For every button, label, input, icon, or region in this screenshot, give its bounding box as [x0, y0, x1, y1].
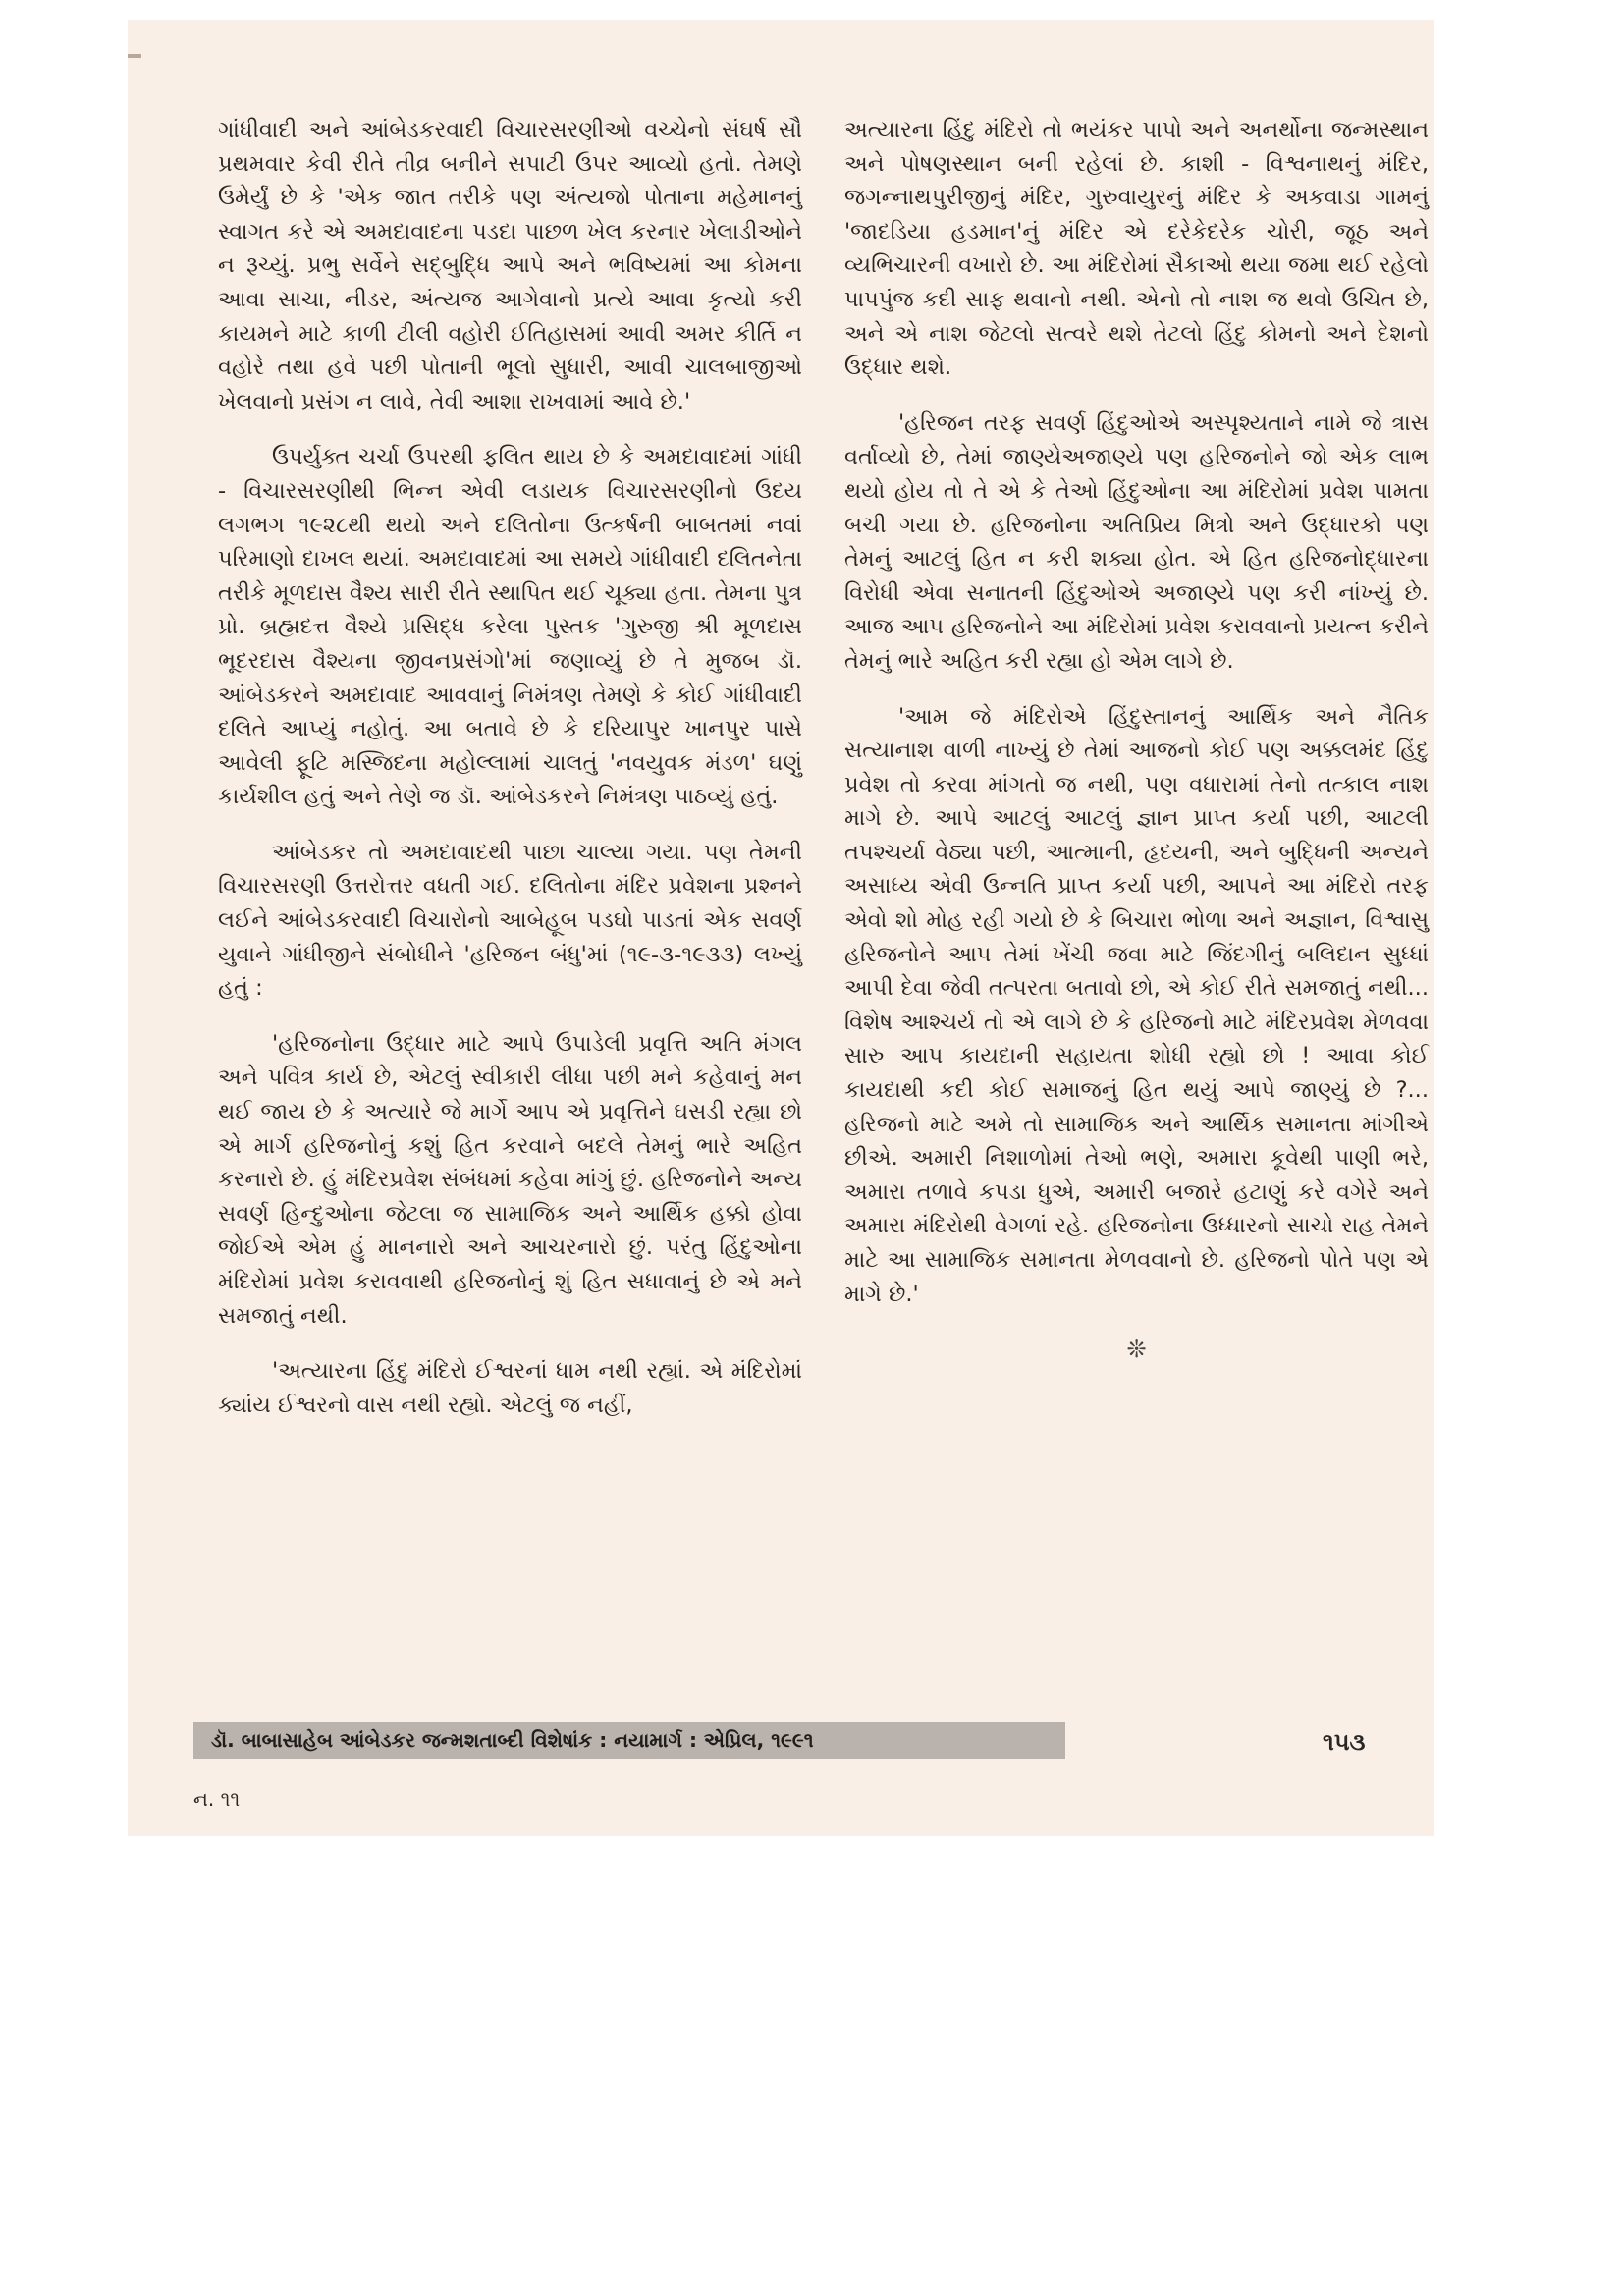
paragraph: આંબેડકર તો અમદાવાદથી પાછા ચાલ્યા ગયા. પણ તેમની વિચારસરણી ઉત્તરોત્તર વધતી ગઈ. દલિતોના મંદિર પ્રવેશના પ્રશ્નને લઈને આંબેડકરવાદી વિચારોનો આબેહૂબ પડઘો પાડતાં એક સવર્ણ યુવાને ગાંધીજીને સંબોધીને 'હરિજન બંધુ'માં (૧૯-૩-૧૯૩૩) લખ્યું હતું : [218, 839, 802, 1002]
paragraph: 'અત્યારના હિંદુ મંદિરો ઈશ્વરનાં ધામ નથી રહ્યાં. એ મંદિરોમાં ક્યાંય ઈશ્વરનો વાસ નથી રહ્યો. એટલું જ નહીં, [218, 1358, 802, 1418]
issue-number: ન. ૧૧ [193, 1787, 241, 1811]
paragraph: ગાંધીવાદી અને આંબેડકરવાદી વિચારસરણીઓ વચ્ચેનો સંઘર્ષ સૌ પ્રથમવાર કેવી રીતે તીવ્ર બનીને સપાટી ઉપર આવ્યો હતો. તેમણે ઉમેર્યું છે કે 'એક જાત તરીકે પણ અંત્યજો પોતાના મહેમાનનું સ્વાગત કરે એ અમદાવાદના પડદા પાછળ ખેલ કરનાર ખેલાડીઓને ન રૂચ્યું. પ્રભુ સર્વેને સદ્બુદ્ધિ આપે અને ભવિષ્યમાં આ કોમના આવા સાચા, નીડર, અંત્યજ આગેવાનો પ્રત્યે આવા કૃત્યો કરી કાયમને માટે કાળી ટીલી વહોરી ઈતિહાસમાં આવી અમર કીર્તિ ન વહોરે તથા હવે પછી પોતાની ભૂલો સુધારી, આવી ચાલબાજીઓ ખેલવાનો પ્રસંગ ન લાવે, તેવી આશા રાખવામાં આવે છે.' [218, 117, 802, 414]
scan-edge-mark [128, 54, 141, 58]
paragraph: 'હરિજન તરફ સવર્ણ હિંદુઓએ અસ્પૃશ્યતાને નામે જે ત્રાસ વર્તાવ્યો છે, તેમાં જાણ્યેઅજાણ્યે પણ હરિજનોને જો એક લાભ થયો હોય તો તે એ કે તેઓ હિંદુઓના આ મંદિરોમાં પ્રવેશ પામતા બચી ગયા છે. હરિજનોના અતિપ્રિય મિત્રો અને ઉદ્ધારકો પણ તેમનું આટલું હિત ન કરી શક્યા હોત. એ હિત હરિજનોદ્ધારના વિરોધી એવા સનાતની હિંદુઓએ અજાણ્યે પણ કરી નાંખ્યું છે. આજ આપ હરિજનોને આ મંદિરોમાં પ્રવેશ કરાવવાનો પ્રયત્ન કરીને તેમનું ભારે અહિત કરી રહ્યા હો એમ લાગે છે. [844, 410, 1429, 674]
left-column [218, 113, 802, 1444]
separator-ornament-icon: ❊ [1126, 1336, 1147, 1364]
paragraph: 'હરિજનોના ઉદ્ધાર માટે આપે ઉપાડેલી પ્રવૃત્તિ અતિ મંગલ અને પવિત્ર કાર્ય છે, એટલું સ્વીકારી લીધા પછી મને કહેવાનું મન થઈ જાય છે કે અત્યારે જે માર્ગે આપ એ પ્રવૃત્તિને ઘસડી રહ્યા છો એ માર્ગ હરિજનોનું કશું હિત કરવાને બદલે તેમનું ભારે અહિત કરનારો છે. હું મંદિરપ્રવેશ સંબંધમાં કહેવા માંગું છું. હરિજનોને અન્ય સવર્ણ હિન્દુઓના જેટલા જ સામાજિક અને આર્થિક હક્કો હોવા જોઈએ એમ હું માનનારો અને આચરનારો છું. પરંતુ હિંદુઓના મંદિરોમાં પ્રવેશ કરાવવાથી હરિજનોનું શું હિત સધાવાનું છે એ મને સમજાતું નથી. [218, 1030, 802, 1329]
footer-title-bar: ડૉ. બાબાસાહેબ આંબેડકર જન્મશતાબ્દી વિશેષાંક : નયામાર્ગ : એપ્રિલ, ૧૯૯૧ [193, 1722, 1065, 1759]
paragraph: 'આમ જે મંદિરોએ હિંદુસ્તાનનું આર્થિક અને નૈતિક સત્યાનાશ વાળી નાખ્યું છે તેમાં આજનો કોઈ પણ અક્કલમંદ હિંદુ પ્રવેશ તો કરવા માંગતો જ નથી, પણ વધારામાં તેનો તત્કાલ નાશ માગે છે. આપે આટલું આટલું જ્ઞાન પ્રાપ્ત કર્યા પછી, આટલી તપશ્ચર્યા વેઠ્યા પછી, આત્માની, હૃદયની, અને બુદ્ધિની અન્યને અસાધ્ય એવી ઉન્નતિ પ્રાપ્ત કર્યા પછી, આપને આ મંદિરો તરફ એવો શો મોહ રહી ગયો છે કે બિચારા ભોળા અને અજ્ઞાન, વિશ્વાસુ હરિજનોને આપ તેમાં ખેંચી જવા માટે જિંદગીનું બલિદાન સુધ્ધાં આપી દેવા જેવી તત્પરતા બતાવો છો, એ કોઈ રીતે સમજાતું નથી... વિશેષ આશ્ચર્ય તો એ લાગે છે કે હરિજનો માટે મંદિરપ્રવેશ મેળવવા સારુ આપ કાયદાની સહાયતા શોધી રહ્યો છો ! આવા કોઈ કાયદાથી કદી કોઈ સમાજનું હિત થયું આપે જાણ્યું છે ?... હરિજનો માટે અમે તો સામાજિક અને આર્થિક સમાનતા માંગીએ છીએ. અમારી નિશાળોમાં તેઓ ભણે, અમારા કૂવેથી પાણી ભરે, અમારા તળાવે કપડા ધુએ, અમારી બજારે હટાણું કરે વગેરે અને અમારા મંદિરોથી વેગળાં રહે. હરિજનોના ઉધ્ધારનો સાચો રાહ તેમને માટે આ સામાજિક સમાનતા મેળવવાનો છે. હરિજનો પોતે પણ એ માગે છે.' [844, 703, 1429, 1307]
right-column [844, 113, 1429, 1367]
paragraph: ઉપર્યુક્ત ચર્ચા ઉપરથી ફલિત થાય છે કે અમદાવાદમાં ગાંધી - વિચારસરણીથી ભિન્ન એવી લડાયક વિચારસરણીનો ઉદય લગભગ ૧૯૨૮થી થયો અને દલિતોના ઉત્કર્ષની બાબતમાં નવાં પરિમાણો દાખલ થયાં. અમદાવાદમાં આ સમયે ગાંધીવાદી દલિતનેતા તરીકે મૂળદાસ વૈશ્ય સારી રીતે સ્થાપિત થઈ ચૂક્યા હતા. તેમના પુત્ર પ્રો. બ્રહ્મદત્ત વૈશ્યે પ્રસિદ્ધ કરેલા પુસ્તક 'ગુરુજી શ્રી મૂળદાસ ભૂદરદાસ વૈશ્યના જીવનપ્રસંગો'માં જણાવ્યું છે તે મુજબ ડૉ. આંબેડકરને અમદાવાદ આવવાનું નિમંત્રણ તેમણે કે કોઈ ગાંધીવાદી દલિતે આપ્યું નહોતું. આ બતાવે છે કે દરિયાપુર ખાનપુર પાસે આવેલી ફૂટિ મસ્જિદના મહોલ્લામાં ચાલતું 'નવયુવક મંડળ' ઘણું કાર્યશીલ હતું અને તેણે જ ડૉ. આંબેડકરને નિમંત્રણ પાઠવ્યું હતું. [218, 444, 802, 810]
paragraph: અત્યારના હિંદુ મંદિરો તો ભયંકર પાપો અને અનર્થોના જન્મસ્થાન અને પોષણસ્થાન બની રહેલાં છે. કાશી - વિશ્વનાથનું મંદિર, જગન્નાથપુરીજીનું મંદિર, ગુરુવાયુરનું મંદિર કે અકવાડા ગામનું 'જાદડિયા હડમાન'નું મંદિર એ દરેકેદરેક ચોરી, જૂઠ અને વ્યભિચારની વખારો છે. આ મંદિરોમાં સૈકાઓ થયા જમા થઈ રહેલો પાપપુંજ કદી સાફ થવાનો નથી. એનો તો નાશ જ થવો ઉચિત છે, અને એ નાશ જેટલો સત્વરે થશે તેટલો હિંદુ કોમનો અને દેશનો ઉદ્ધાર થશે. [844, 117, 1429, 381]
magazine-page [128, 20, 1434, 1836]
page-number: ૧૫૩ [1323, 1728, 1366, 1756]
